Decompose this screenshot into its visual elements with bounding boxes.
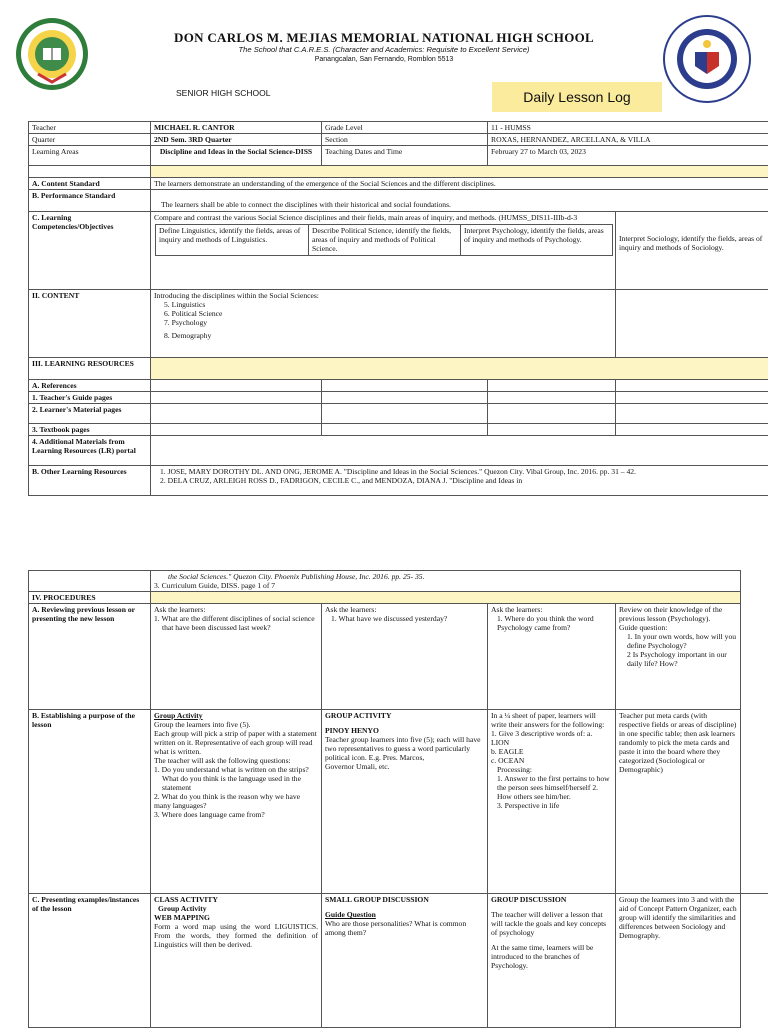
- section-value: ROXAS, HERNANDEZ, ARCELLANA, & VILLA: [488, 134, 768, 146]
- spacer-cell: [29, 166, 151, 178]
- additional-materials-label: 4. Additional Materials from Learning Resources (LR) portal: [29, 436, 151, 466]
- review-label: A. Reviewing previous lesson or presenting the new lesson: [29, 604, 151, 710]
- activity-text: At the same time, learners will be introduced to the branches of Psychology.: [491, 943, 612, 970]
- deped-seal-icon: [662, 14, 752, 104]
- activity-text: b. EAGLE: [491, 747, 612, 756]
- activity-text: Group the learners into five (5).: [154, 720, 318, 729]
- activity-text: The teacher will ask the following questions:: [154, 756, 318, 765]
- review-text: Ask the learners:: [491, 605, 612, 614]
- empty-cell: [151, 404, 322, 424]
- learners-material-label: 2. Learner's Material pages: [29, 404, 151, 424]
- additional-materials: [151, 436, 768, 466]
- activity-title: GROUP DISCUSSION: [491, 895, 612, 904]
- performance-standard: The learners shall be able to connect the disciplines with their historical and social foundations.: [151, 190, 768, 212]
- quarter-label: Quarter: [29, 134, 151, 146]
- activity-text: 1. Answer to the first pertains to how the person sees himself/herself 2. How others see him/her.: [491, 774, 612, 801]
- review-day-3: [488, 604, 616, 710]
- empty-cell: [616, 424, 768, 436]
- empty-cell: [488, 424, 616, 436]
- purpose-day-2: [322, 710, 488, 894]
- review-day-2: [322, 604, 488, 710]
- resources-label: III. LEARNING RESOURCES: [29, 358, 151, 380]
- competencies-cell: [151, 212, 616, 290]
- day-2-objective: Describe Political Science, identify the fields, areas of inquiry and methods of Political Science.: [309, 224, 461, 256]
- empty-cell: [616, 404, 768, 424]
- lesson-log-table-2: [28, 570, 768, 1028]
- page-header: [0, 0, 768, 80]
- competencies-label: C. Learning Competencies/Objectives: [29, 212, 151, 290]
- activity-subtitle: PINOY HENYO: [325, 726, 484, 735]
- review-text: Ask the learners:: [154, 605, 318, 614]
- examples-day-4: [616, 894, 741, 1028]
- content-item: 6. Political Science: [154, 309, 612, 318]
- review-text: Ask the learners:: [325, 605, 484, 614]
- other-resources: [151, 466, 768, 496]
- activity-subtitle: Guide Question: [325, 910, 484, 919]
- school-seal-icon: [14, 16, 90, 92]
- areas-value: Discipline and Ideas in the Social Science-DISS: [151, 146, 322, 166]
- textbook-label: 3. Textbook pages: [29, 424, 151, 436]
- content-intro: Introducing the disciplines within the Social Sciences:: [154, 291, 612, 300]
- other-resources-label: B. Other Learning Resources: [29, 466, 151, 496]
- examples-label: C. Presenting examples/instances of the lesson: [29, 894, 151, 1028]
- activity-text: c. OCEAN: [491, 756, 612, 765]
- dates-label: Teaching Dates and Time: [322, 146, 488, 166]
- content-label: II. CONTENT: [29, 290, 151, 358]
- content-item: 7. Psychology: [154, 318, 612, 327]
- activity-text: 3. Where does language came from?: [154, 810, 318, 819]
- empty-cell: [151, 392, 322, 404]
- empty-cell: [488, 380, 616, 392]
- review-day-1: [151, 604, 322, 710]
- activity-title: SMALL GROUP DISCUSSION: [325, 895, 484, 904]
- competencies-text: Compare and contrast the various Social Science disciplines and their fields, main areas of inquiry, and methods. (HUMSS_DIS11-IIIb-d-3: [151, 213, 615, 222]
- lesson-log-table-1: [28, 121, 768, 496]
- activity-text: 1. Do you understand what is written on the strips?: [154, 765, 318, 774]
- activity-title: CLASS ACTIVITY: [154, 895, 318, 904]
- activity-text: Who are those personalities? What is common among them?: [325, 919, 484, 937]
- references-label: A. References: [29, 380, 151, 392]
- empty-cell: [488, 392, 616, 404]
- empty-cell: [151, 380, 322, 392]
- procedures-highlight: [151, 592, 741, 604]
- activity-title: Group Activity: [154, 711, 318, 720]
- section-label: Section: [322, 134, 488, 146]
- school-tagline: The School that C.A.R.E.S. (Character and Academics: Requisite to Excellent Service): [120, 45, 648, 54]
- empty-cell: [151, 424, 322, 436]
- purpose-day-1: [151, 710, 322, 894]
- examples-day-2: [322, 894, 488, 1028]
- content-day-4: [616, 290, 768, 358]
- review-text: 1. What have we discussed yesterday?: [325, 614, 484, 623]
- activity-text: Governor Umali, etc.: [325, 762, 484, 771]
- examples-day-1: [151, 894, 322, 1028]
- school-name: DON CARLOS M. MEJIAS MEMORIAL NATIONAL HIGH SCHOOL: [120, 30, 648, 46]
- daily-objectives: [155, 224, 615, 256]
- activity-text: Processing:: [491, 765, 612, 774]
- areas-label: Learning Areas: [29, 146, 151, 166]
- day-1-objective: Define Linguistics, identify the fields, areas of inquiry and methods of Linguistics.: [155, 224, 309, 256]
- empty-cell: [488, 404, 616, 424]
- school-address: Panangcalan, San Fernando, Romblon 5513: [120, 56, 648, 63]
- day-4-objective: Interpret Sociology, identify the fields, areas of inquiry and methods of Sociology.: [616, 212, 768, 290]
- log-title: Daily Lesson Log: [492, 82, 662, 112]
- procedures-label: IV. PROCEDURES: [29, 592, 151, 604]
- empty-cell: [322, 404, 488, 424]
- grade-label: Grade Level: [322, 122, 488, 134]
- activity-text: Teacher put meta cards (with respective fields or areas of discipline) in one specific table; then ask learners randomly to pick the meta cards and paste it into the board where they categorized (Sociological or Demographic): [619, 711, 737, 774]
- spacer-cell: [29, 571, 151, 592]
- activity-text: Group the learners into 3 and with the aid of Concept Pattern Organizer, each group will identify the similarities and differences between Sociology and Demography.: [619, 895, 737, 940]
- content-standard-label: A. Content Standard: [29, 178, 151, 190]
- teacher-value: MICHAEL R. CANTOR: [151, 122, 322, 134]
- day-3-objective: Interpret Psychology, identify the fields, areas of inquiry and methods of Psychology.: [461, 224, 613, 256]
- content-standard: The learners demonstrate an understanding of the emergence of the Social Sciences and the different disciplines.: [151, 178, 768, 190]
- teachers-guide-label: 1. Teacher's Guide pages: [29, 392, 151, 404]
- empty-cell: [741, 710, 768, 894]
- examples-day-3: [488, 894, 616, 1028]
- empty-cell: [616, 380, 768, 392]
- activity-subtitle: Group Activity: [154, 904, 318, 913]
- reference-2: 2. DELA CRUZ, ARLEIGH ROSS D., FADRIGON, CECILE C., and MENDOZA, DIANA J. "Discipline and Ideas in: [154, 476, 765, 485]
- activity-text: Each group will pick a strip of paper with a statement written on it. Representative of each group will read what is written.: [154, 729, 318, 756]
- empty-cell: [322, 392, 488, 404]
- references-continued: [151, 571, 741, 592]
- review-text: 1. What are the different disciplines of social science that have been discussed last week?: [154, 614, 318, 632]
- activity-title: GROUP ACTIVITY: [325, 711, 484, 720]
- activity-text: What do you think is the language used in the statement: [154, 774, 318, 792]
- resources-highlight: [151, 358, 768, 380]
- activity-subtitle: WEB MAPPING: [154, 913, 318, 922]
- grade-value: 11 - HUMSS: [488, 122, 768, 134]
- reference-1: 1. JOSE, MARY DOROTHY DL. AND ONG, JEROME A. "Discipline and Ideas in the Social Sciences." Quezon City. Vibal Group, Inc. 2016. pp. 31 – 42.: [154, 467, 765, 476]
- level-label: SENIOR HIGH SCHOOL: [176, 88, 270, 98]
- empty-cell: [741, 894, 768, 1028]
- review-text: Guide question:: [619, 623, 737, 632]
- activity-text: 2. What do you think is the reason why we have many languages?: [154, 792, 318, 810]
- reference-2-continued: the Social Sciences." Quezon City. Phoenix Publishing House, Inc. 2016. pp. 25- 35.: [154, 572, 737, 581]
- review-text: 1. In your own words, how will you define Psychology?: [619, 632, 737, 650]
- empty-cell: [741, 604, 768, 710]
- content-cell: [151, 290, 616, 358]
- performance-standard-label: B. Performance Standard: [29, 190, 151, 212]
- activity-text: Teacher group learners into five (5); each will have two representatives to guess a word particularly political icon. E.g. Pres. Marcos,: [325, 735, 484, 762]
- purpose-label: B. Establishing a purpose of the lesson: [29, 710, 151, 894]
- teacher-label: Teacher: [29, 122, 151, 134]
- empty-cell: [616, 392, 768, 404]
- activity-text: Form a word map using the word LIGUISTICS. From the words, they formed the definition of Linguistics will then be derived.: [154, 922, 318, 949]
- activity-text: 3. Perspective in life: [491, 801, 612, 810]
- activity-text: 1. Give 3 descriptive words of: a. LION: [491, 729, 612, 747]
- activity-text: The teacher will deliver a lesson that will tackle the goals and key concepts of psychology: [491, 910, 612, 937]
- purpose-day-4: [616, 710, 741, 894]
- review-day-4: [616, 604, 741, 710]
- purpose-day-3: [488, 710, 616, 894]
- reference-3: 3. Curriculum Guide, DISS. page 1 of 7: [154, 581, 737, 590]
- review-text: Review on their knowledge of the previous lesson (Psychology).: [619, 605, 737, 623]
- content-item: 5. Linguistics: [154, 300, 612, 309]
- activity-text: In a ¼ sheet of paper, learners will write their answers for the following:: [491, 711, 612, 729]
- empty-cell: [322, 424, 488, 436]
- dates-value: February 27 to March 03, 2023: [488, 146, 768, 166]
- empty-cell: [741, 592, 768, 604]
- empty-cell: [741, 571, 768, 592]
- review-text: 2 Is Psychology important in our daily life? How?: [619, 650, 737, 668]
- highlight-row: [151, 166, 768, 178]
- quarter-value: 2ND Sem. 3RD Quarter: [151, 134, 322, 146]
- review-text: 1. Where do you think the word Psychology came from?: [491, 614, 612, 632]
- content-item: 8. Demography: [154, 331, 612, 340]
- empty-cell: [322, 380, 488, 392]
